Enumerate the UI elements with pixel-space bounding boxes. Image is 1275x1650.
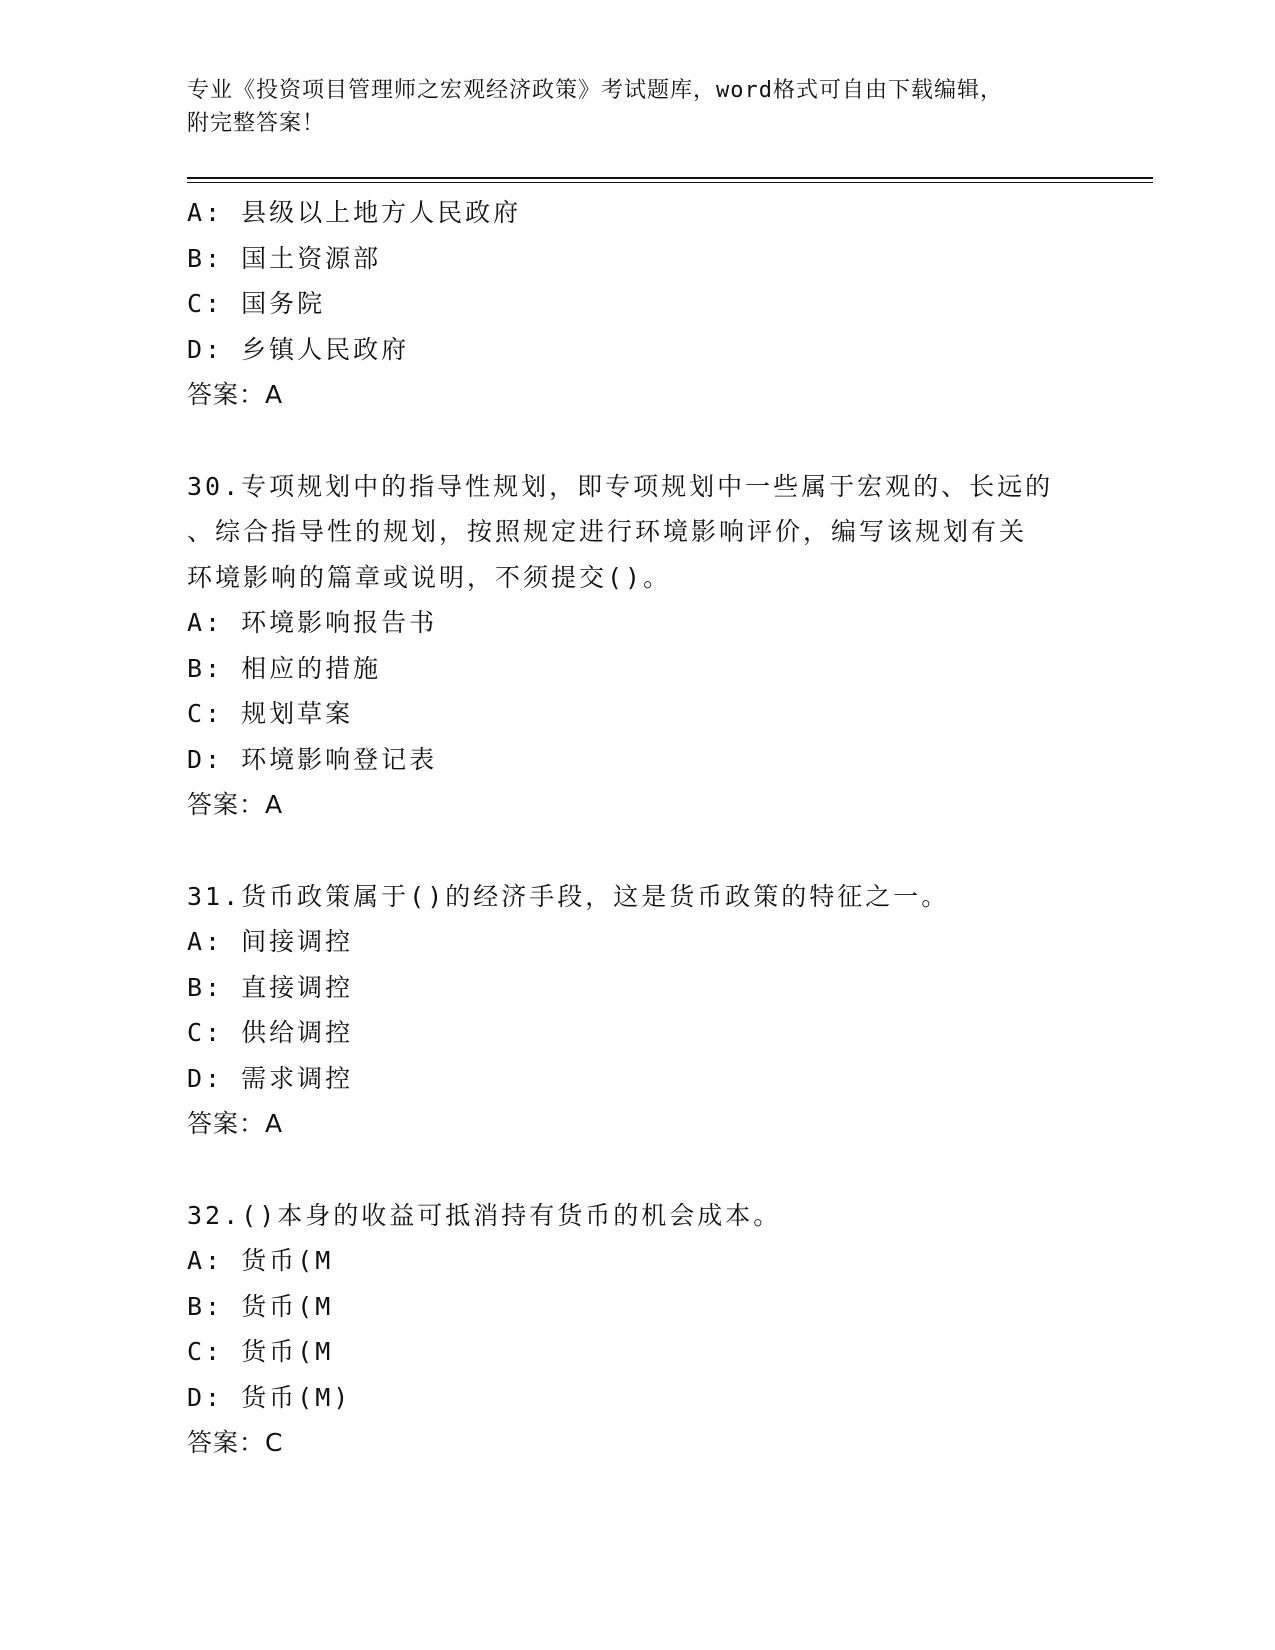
question-stem-line: 31.货币政策属于()的经济手段，这是货币政策的特征之一。	[187, 881, 950, 911]
question-29	[187, 190, 1087, 418]
option-a: A: 间接调控	[187, 927, 354, 956]
option-a: A: 货币(M	[187, 1246, 334, 1275]
answer: 答案：C	[187, 1428, 284, 1457]
option-c: C: 国务院	[187, 289, 326, 318]
option-d: D: 乡镇人民政府	[187, 334, 410, 364]
answer: 答案：A	[187, 790, 284, 819]
option-a: A: 县级以上地方人民政府	[187, 198, 522, 227]
question-list	[187, 190, 1087, 1466]
header-divider-thin	[187, 182, 1153, 183]
option-b: B: 相应的措施	[187, 653, 382, 683]
option-b: B: 直接调控	[187, 972, 354, 1002]
option-d: D: 需求调控	[187, 1063, 354, 1093]
option-a: A: 环境影响报告书	[187, 608, 438, 637]
spacer	[187, 1147, 1087, 1193]
option-c: C: 货币(M	[187, 1337, 334, 1366]
option-c: C: 供给调控	[187, 1018, 354, 1047]
question-30	[187, 464, 1087, 828]
question-31	[187, 874, 1087, 1147]
question-stem-line: 30.专项规划中的指导性规划，即专项规划中一些属于宏观的、长远的	[187, 471, 1054, 501]
answer: 答案：A	[187, 1109, 284, 1138]
answer: 答案：A	[187, 380, 284, 409]
question-32	[187, 1193, 1087, 1466]
question-stem-line: 环境影响的篇章或说明，不须提交()。	[187, 562, 672, 592]
option-d: D: 货币(M)	[187, 1382, 352, 1412]
question-stem-line: 、综合指导性的规划，按照规定进行环境影响评价，编写该规划有关	[187, 517, 1028, 546]
header-line-1: 专业《投资项目管理师之宏观经济政策》考试题库，word格式可自由下载编辑，	[187, 78, 1003, 103]
document-header	[187, 74, 1087, 140]
header-divider-thick	[187, 177, 1153, 179]
option-b: B: 国土资源部	[187, 243, 382, 273]
header-line-2: 附完整答案！	[187, 111, 326, 136]
option-c: C: 规划草案	[187, 699, 354, 728]
spacer	[187, 418, 1087, 464]
option-d: D: 环境影响登记表	[187, 744, 438, 774]
option-b: B: 货币(M	[187, 1291, 334, 1321]
question-stem-line: 32.()本身的收益可抵消持有货币的机会成本。	[187, 1200, 782, 1230]
spacer	[187, 828, 1087, 874]
